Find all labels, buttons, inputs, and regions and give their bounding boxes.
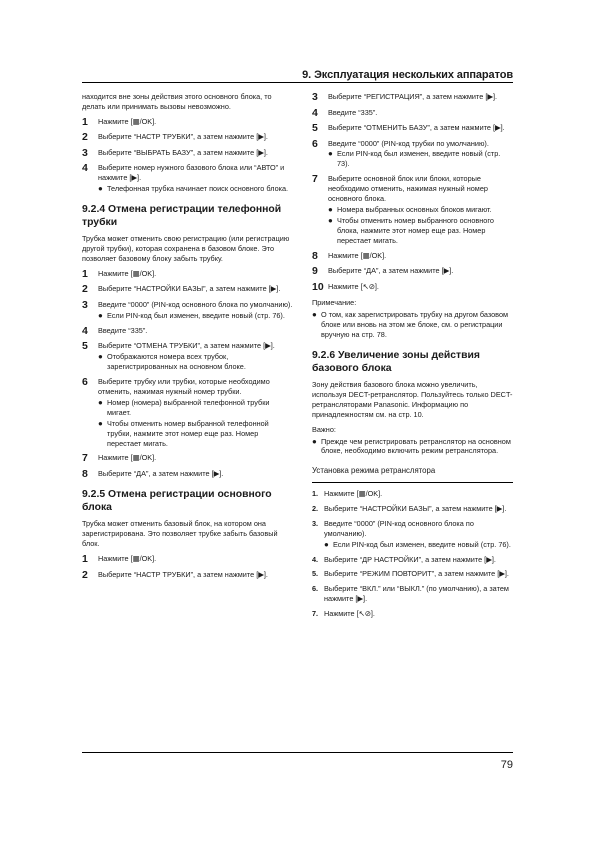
section-intro: Зону действия базового блока можно увеличить, используя DECT-ретранслятор. Пользуйтесь только DECT-ретрансляторами Panasonic. Информацию по принадлежностям см. на стр. 10. (312, 379, 513, 419)
step-number: 3 (82, 298, 88, 311)
left-column (82, 92, 294, 585)
repeater-subtitle: Установка режима ретранслятора (312, 466, 436, 476)
step-text: Выберите “РЕГИСТРАЦИЯ”, а затем нажмите [▶]. (328, 92, 498, 101)
step-number: 6 (82, 375, 88, 388)
step (312, 174, 513, 245)
step-body (324, 519, 513, 550)
step-text: Нажмите [▦/OK]. (98, 116, 157, 126)
step-number: 4 (82, 324, 88, 337)
step-number: 1 (82, 115, 88, 128)
step (82, 132, 294, 143)
step-text: Нажмите [↖⊘]. (324, 609, 375, 619)
step-text: Выберите “ДР НАСТРОЙКИ”, а затем нажмите [▶]. (324, 554, 496, 564)
step-number: 1 (82, 553, 88, 566)
step-body (328, 174, 513, 245)
step-number: 5. (312, 569, 319, 579)
bullet-text: Номера выбранных основных блоков мигают. (337, 205, 492, 215)
subtitle-rule (312, 482, 513, 483)
header-title: 9. Эксплуатация нескольких аппаратов (302, 69, 513, 81)
step-text: Введите “0000” (PIN-код основного блока по умолчанию). (98, 299, 293, 309)
step (82, 326, 294, 337)
bullet-text: Телефонная трубка начинает поиск основного блока. (107, 184, 289, 194)
bullet-text: Отображаются номера всех трубок, зарегистрированных на основном блоке. (107, 352, 246, 372)
step-number: 5 (312, 122, 318, 134)
left-intro: находится вне зоны действия этого основного блока, то делать или принимать вызовы невозможно. (82, 92, 272, 111)
bullet-dot-icon: ● (98, 418, 103, 428)
important-label: Важно: (312, 424, 336, 434)
bullet-item (328, 205, 513, 215)
step-number: 8 (82, 467, 88, 480)
step-number: 4 (312, 106, 318, 119)
bullet-text: Если PIN-код был изменен, введите новый (стр. 76). (107, 310, 285, 320)
bullet-item (328, 216, 513, 246)
step-number: 3 (312, 91, 318, 103)
step (82, 341, 294, 372)
section-intro: Трубка может отменить свою регистрацию (или регистрацию другой трубки), которая сохранена в базовом блоке. Это позволяет базовому блоку забыть трубку. (82, 234, 290, 263)
bullet-dot-icon: ● (98, 310, 103, 320)
step-number: 7. (312, 609, 319, 619)
bullet-dot-icon: ● (328, 205, 333, 215)
bullet-dot-icon: ● (98, 352, 103, 362)
step (82, 269, 294, 280)
step-number: 9 (312, 265, 318, 278)
step (82, 469, 294, 480)
step-number: 5 (82, 340, 88, 353)
step-text: Выберите “ДА”, а затем нажмите [▶]. (98, 468, 224, 478)
step-text: Нажмите [▦/OK]. (98, 268, 157, 278)
right-column (312, 92, 513, 624)
step-text: Выберите номер нужного базового блока или “АВТО” и нажмите [▶]. (98, 163, 285, 183)
bullet-text: Прежде чем регистрировать ретранслятор на основном блоке, необходимо включить режим ретранслятора. (321, 436, 511, 456)
bullet-dot-icon: ● (98, 397, 103, 407)
section-title-9-2-6: 9.2.6 Увеличение зоны действия базового блока (312, 349, 480, 374)
step-number: 1. (312, 488, 319, 498)
bullet-dot-icon: ● (98, 184, 103, 194)
bullet-item (98, 398, 294, 418)
step-text: Введите “335”. (98, 325, 148, 335)
step-text: Нажмите [▦/OK]. (324, 488, 383, 498)
step (312, 584, 513, 604)
section-title-9-2-4: 9.2.4 Отмена регистрации телефонной трубки (82, 204, 282, 229)
step (312, 569, 513, 579)
step (82, 570, 294, 581)
step-text: Введите “335”. (328, 107, 378, 117)
step (312, 139, 513, 170)
bullet-item (98, 352, 294, 372)
bullet-item (98, 311, 294, 321)
step (82, 117, 294, 128)
bullet-dot-icon: ● (328, 215, 333, 225)
step-text: Выберите “НАСТРОЙКИ БАЗЫ”, а затем нажмите [▶]. (324, 503, 507, 513)
step (312, 251, 513, 262)
note-bullet (312, 310, 513, 340)
step (312, 108, 513, 119)
step-text: Нажмите [▦/OK]. (98, 554, 157, 564)
step-number: 7 (312, 173, 318, 186)
step-number: 3. (312, 518, 319, 528)
step (82, 300, 294, 321)
bullet-text: Чтобы отменить номер выбранного основного блока, нажмите этот номер еще раз. Номер перестает мигать. (337, 215, 494, 245)
step-number: 4. (312, 554, 319, 564)
bullet-dot-icon: ● (328, 149, 333, 159)
step (82, 377, 294, 448)
step-number: 6. (312, 584, 319, 594)
step (312, 92, 513, 103)
step-text: Нажмите [▦/OK]. (98, 453, 157, 463)
section-intro: Трубка может отменить базовый блок, на котором она зарегистрирована. Это позволяет трубке забыть базовый блок. (82, 519, 278, 549)
step (312, 282, 513, 293)
step-number: 7 (82, 452, 88, 465)
step-body (98, 341, 294, 372)
step (312, 555, 513, 565)
bullet-item (98, 419, 294, 449)
bullet-text: Если PIN-код был изменен, введите новый (стр. 73). (337, 149, 501, 169)
step-number: 8 (312, 249, 318, 262)
step-number: 4 (82, 162, 88, 175)
step (312, 609, 513, 619)
step (82, 453, 294, 464)
step-text: Введите “0000” (PIN-код основного блока по умолчанию). (324, 518, 474, 538)
step-number: 1 (82, 267, 88, 280)
step-number: 2 (82, 283, 88, 296)
step-number: 10 (312, 280, 324, 293)
step (312, 519, 513, 550)
step (312, 123, 513, 134)
bullet-dot-icon: ● (312, 310, 317, 320)
step-number: 2 (82, 568, 88, 581)
step (82, 163, 294, 194)
step-text: Выберите “РЕЖИМ ПОВТОРИТ”, а затем нажмите [▶]. (324, 569, 509, 579)
bullet-text: О том, как зарегистрировать трубку на другом базовом блоке или вновь на этом же блоке, см. о регистрации вручную на стр. 78. (321, 310, 509, 339)
step-text: Нажмите [↖⊘]. (328, 281, 379, 291)
bullet-item (328, 149, 513, 169)
bullet-item (324, 540, 513, 550)
step-number: 3 (82, 146, 88, 159)
step (82, 284, 294, 295)
step-body (98, 377, 294, 448)
step-body (98, 300, 294, 321)
step-text: Нажмите [▦/OK]. (328, 250, 387, 260)
step (82, 554, 294, 565)
step-body (98, 163, 294, 194)
step-text: Выберите “НАСТР ТРУБКИ”, а затем нажмите [▶]. (98, 132, 268, 142)
step-number: 6 (312, 137, 318, 150)
step-text: Выберите “НАСТР ТРУБКИ”, а затем нажмите [▶]. (98, 569, 268, 579)
header-rule (82, 82, 513, 83)
footer-rule (82, 752, 513, 753)
section-title-9-2-5: 9.2.5 Отмена регистрации основного блока (82, 489, 272, 514)
step (312, 504, 513, 514)
step (82, 148, 294, 159)
step-text: Выберите “ОТМЕНА ТРУБКИ”, а затем нажмите [▶]. (98, 341, 275, 351)
bullet-dot-icon: ● (324, 539, 329, 549)
step (312, 489, 513, 499)
bullet-text: Чтобы отменить номер выбранной телефонной трубки, нажмите этот номер еще раз. Номер перестает мигать. (107, 418, 269, 448)
step-body (328, 139, 513, 170)
page-number: 79 (500, 759, 513, 771)
bullet-text: Если PIN-код был изменен, введите новый (стр. 76). (333, 539, 511, 549)
step-number: 2. (312, 503, 319, 513)
important-bullet (312, 437, 513, 457)
step-text: Выберите “НАСТРОЙКИ БАЗЫ”, а затем нажмите [▶]. (98, 284, 281, 294)
bullet-dot-icon: ● (312, 436, 317, 446)
bullet-text: Номер (номера) выбранной телефонной трубки мигает. (107, 397, 270, 417)
step-text: Выберите трубку или трубки, которые необходимо отменить, нажимая нужный номер трубки. (98, 376, 270, 396)
step-text: Введите “0000” (PIN-код трубки по умолчанию). (328, 138, 489, 148)
step-text: Выберите “ВКЛ.” или “ВЫКЛ.” (по умолчанию), а затем нажмите [▶]. (324, 584, 509, 604)
step-text: Выберите “ОТМЕНИТЬ БАЗУ”, а затем нажмите [▶]. (328, 123, 505, 132)
step (312, 266, 513, 277)
step-text: Выберите “ДА”, а затем нажмите [▶]. (328, 266, 454, 276)
bullet-item (98, 184, 294, 194)
note-label: Примечание: (312, 298, 357, 308)
step-text: Выберите основной блок или блоки, которые необходимо отменить, нажимая нужный номер основного блока. (328, 174, 488, 204)
step-text: Выберите “ВЫБРАТЬ БАЗУ”, а затем нажмите [▶]. (98, 147, 268, 157)
step-number: 2 (82, 131, 88, 144)
